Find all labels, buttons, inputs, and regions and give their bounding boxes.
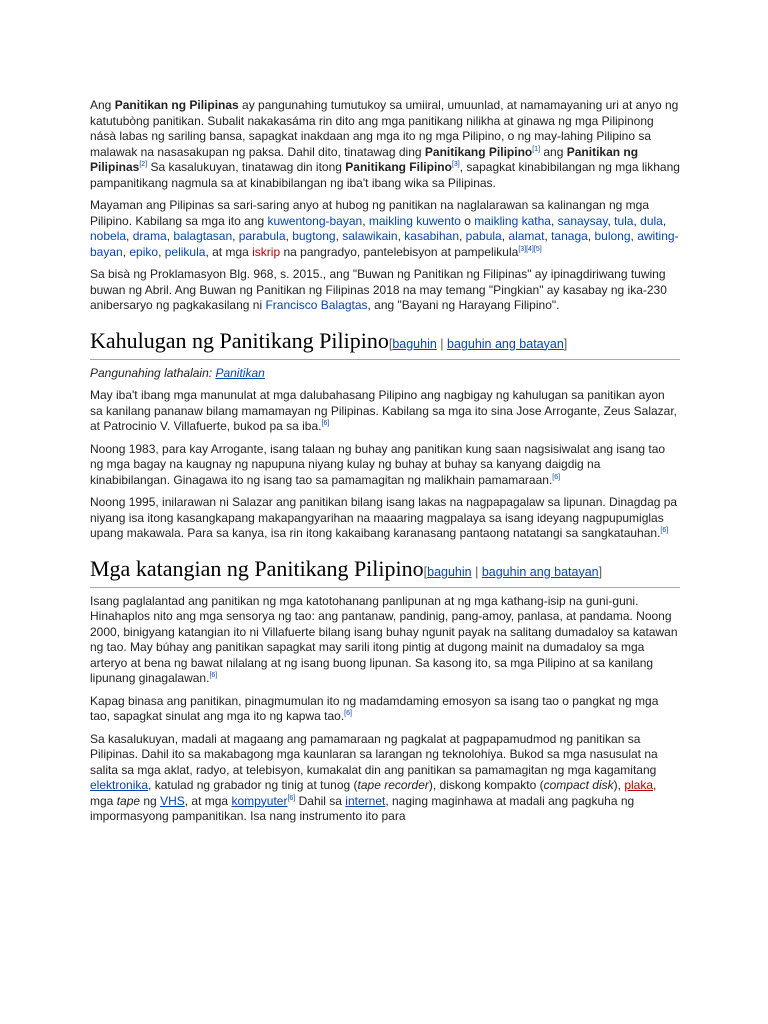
text: Isang paglalantad ang panitikan ng mga katotohanang panlipunan at ng mga kathang-isip na guni-guni. Hinahaplos nito ang mga sensorya ng tao: ang pantanaw, pandinig, pang-amoy, panlasa, at pandama. Noong 2000, binigyang katangian ito ni Villafuerte bilang isang buhay ngunit payak na salitang dumadaloy sa katawan ng tao. May búhay ang panitikan sapagkat may sarili itong pintig at dugong mainit na dumadaloy sa mga arteryo at bena ng bawat nilalang at ng isang buong lipunan. Sa kasong ito, sa mga Pilipino at sa kanilang lipunang ginagalawan. [90, 593, 678, 685]
link-elektronika[interactable]: elektronika [90, 778, 149, 792]
text: , naging maginhawa at madali ang pagkuha ng impormasyong pampanitikan. Isa nang instrumento ito para [90, 793, 635, 823]
section-title: Mga katangian ng Panitikang Pilipino [90, 555, 424, 581]
hatnote [90, 366, 680, 382]
italic-term: tape [116, 793, 141, 808]
link-tanaga[interactable]: tanaga [551, 229, 588, 243]
link-maikling-katha[interactable]: maikling katha [474, 213, 551, 228]
link-salawikain[interactable]: salawikain [342, 229, 398, 243]
text: ay pangunahing tumutukoy sa umiiral, umuunlad, at namamayaning uri at anyo ng katutubòng panitikan. Subalit nakakasáma rin dito ang mga panitikang nilikha at ginawa ng mga Pilipinong násà labas ng sariling bansa, sapagkat inakdaan ang mga ito ng mga Pilipino, o ng may-lahing Pilipino sa malawak na nasasakupan ng paksa. Dahil dito, tinatawag ding [90, 98, 679, 159]
reference-link[interactable]: [2] [139, 161, 148, 168]
link-maikling-kuwento[interactable]: maikling kuwento [368, 213, 461, 228]
bracket: [ [388, 336, 393, 351]
link-pabula[interactable]: pabula [465, 229, 502, 243]
italic-term: compact disk [543, 778, 614, 792]
intro-paragraph-1 [90, 98, 680, 191]
text: Dahil sa [295, 793, 346, 808]
hatnote-link[interactable]: Panitikan [215, 365, 265, 380]
bold-term: Panitikan ng Pilipinas [114, 98, 239, 112]
link-dula[interactable]: dula [640, 213, 663, 228]
text: Ang [90, 98, 115, 112]
link-alamat[interactable]: alamat [508, 229, 545, 243]
edit-section-links [389, 337, 567, 351]
link-vhs[interactable]: VHS [160, 793, 185, 808]
link-kompyuter[interactable]: kompyuter [231, 793, 288, 808]
bold-term: Panitikang Filipino [345, 160, 452, 174]
bracket: [ [423, 564, 428, 579]
section2-paragraph-3 [90, 732, 680, 825]
italic-term: tape recorder [357, 778, 429, 792]
text: Sa bisà ng Proklamasyon Blg. 968, s. 2015., ang "Buwan ng Panitikan ng Filipinas" ay ipinagdiriwang tuwing buwan ng Abril. Ang Buwan ng Panitikan ng Filipinas 2018 na may temang "Pingkian" ay kasabay ng ika-230 anibersaryo ng pagkakasilang ni [90, 267, 667, 312]
reference-link[interactable]: [6] [287, 794, 296, 802]
link-plaka[interactable]: plaka [624, 778, 653, 792]
text: , sapagkat kinabibilangan ng mga likhang pampanitikang nagmula sa at kinabibilangan ng iba't ibang wika sa Pilipinas. [90, 160, 680, 190]
edit-source-link[interactable]: baguhin ang batayan [447, 336, 564, 351]
hatnote-prefix: Pangunahing lathalain: [90, 365, 216, 380]
link-awiting-bayan[interactable]: awiting-bayan [90, 229, 679, 259]
bold-term: Panitikan ng Pilipinas [90, 144, 639, 174]
text: May iba't ibang mga manunulat at mga dalubahasang Pilipino ang nagbigay ng kahulugan sa panitikan ayon sa kanilang pananaw bilang mamamayan ng Pilipinas. Kabilang sa mga ito sina Jose Arrogante, Zeus Salazar, at Patrocinio V. Villafuerte, bukod pa sa iba. [90, 388, 678, 433]
bracket: ] [598, 564, 603, 579]
text: , [550, 213, 558, 228]
edit-link[interactable]: baguhin [392, 336, 437, 351]
section1-paragraph-1 [90, 388, 680, 435]
reference-link[interactable]: [6] [209, 672, 218, 679]
text: Noong 1995, inilarawan ni Salazar ang panitikan bilang isang lakas na nagpapagalaw sa lipunan. Dinagdag pa niyang isa itong kasangkapang makapangyarihan na maaaring magpalaya sa isang ideyang nagpupumiglas upang makawala. Para sa kanya, isa rin itong kakaibang karanasang pantaong natatangi sa sangkatauhan. [90, 495, 678, 540]
text: Kapag binasa ang panitikan, pinagmumulan ito ng madamdaming emosyon sa isang tao o pangkat ng mga tao, sapagkat sinulat ang mga ito ng kapwa tao. [90, 693, 659, 723]
reference-link[interactable]: [3][4][5] [518, 245, 542, 253]
text: , [459, 229, 466, 243]
text: ), [613, 778, 625, 792]
text: , [166, 229, 174, 243]
text: Sa kasalukuyan, tinatawag din itong [147, 160, 346, 174]
text: , [285, 229, 293, 243]
link-internet[interactable]: internet [345, 793, 386, 808]
separator: | [436, 336, 448, 351]
link-kasabihan[interactable]: kasabihan [404, 229, 459, 243]
article-body [90, 98, 680, 832]
reference-link[interactable]: [3] [451, 161, 460, 168]
edit-link[interactable]: baguhin [427, 564, 472, 579]
text: , [126, 229, 133, 243]
text: , [544, 229, 552, 243]
text: Sa kasalukuyan, madali at magaang ang pamamaraan ng pagkalat at pagpapamudmod ng panitikan sa Pilipinas. Dahil ito sa makabagong mga kaunlaran sa larangan ng teknolohiya. Bukod sa mga nasusulat na salita sa mga aklat, radyo, at telebisyon, kumakalat din ang panitikan sa pamamagitan ng mga kagamitang [90, 731, 658, 777]
reference-link[interactable]: [6] [344, 710, 352, 717]
link-balagtasan[interactable]: balagtasan [173, 229, 233, 243]
bracket: ] [563, 336, 568, 351]
edit-source-link[interactable]: baguhin ang batayan [481, 564, 599, 579]
text: , [158, 244, 165, 259]
text: ), diskong kompakto ( [428, 778, 544, 792]
text: , [633, 213, 641, 228]
link-bulong[interactable]: bulong [594, 229, 631, 243]
section2-paragraph-1 [90, 594, 680, 687]
text: , [122, 244, 130, 259]
section-title: Kahulugan ng Panitikang Pilipino [90, 327, 389, 353]
section-heading-katangian [90, 556, 680, 588]
intro-paragraph-3 [90, 267, 680, 314]
text: , [335, 229, 343, 243]
reference-link[interactable]: [6] [552, 473, 561, 481]
link-bugtong[interactable]: bugtong [292, 229, 336, 243]
link-parabula[interactable]: parabula [238, 229, 286, 243]
edit-section-links [424, 565, 602, 579]
reference-link[interactable]: [6] [321, 420, 330, 427]
text: , at mga [205, 244, 253, 259]
section1-paragraph-2 [90, 442, 680, 489]
text: , [501, 229, 509, 243]
separator: | [471, 564, 482, 579]
link-pelikula[interactable]: pelikula [164, 244, 206, 259]
text: , [630, 229, 638, 243]
link-drama[interactable]: drama [132, 229, 167, 243]
text: , [662, 213, 667, 228]
text: ng [140, 793, 161, 808]
text: Mayaman ang Pilipinas sa sari-saring anyo at hubog ng panitikan na naglalarawan sa kalinangan ng mga Pilipino. Kabilang sa mga ito ang [90, 198, 650, 228]
text: ang [540, 144, 567, 159]
text: , [607, 213, 615, 228]
text: , [397, 229, 405, 243]
link-tula[interactable]: tula [614, 213, 634, 228]
section-heading-kahulugan [90, 328, 680, 360]
reference-link[interactable]: [1] [532, 145, 541, 153]
text: , katulad ng grabador ng tinig at tunog ( [148, 778, 358, 792]
bold-term: Panitikang Pilipino [424, 144, 533, 159]
link-iskrip[interactable]: iskrip [252, 244, 281, 259]
text: Noong 1983, para kay Arrogante, isang talaan ng buhay ang panitikan kung saan nagsisiwalat ang isang tao ng mga bagay na kaugnay ng napupuna niyang kulay ng buhay at buhay sa kanyang daigdig na kinabibilangan. Ginagawa ito ng isang tao sa pamamagitan ng malikhain pamamaraan. [90, 441, 666, 487]
section1-paragraph-3 [90, 495, 680, 542]
text: , [232, 229, 239, 243]
link-sanaysay[interactable]: sanaysay [557, 213, 608, 228]
text: o [460, 213, 475, 228]
link-francisco-balagtas[interactable]: Francisco Balagtas [265, 298, 368, 312]
text: , mga [90, 778, 657, 808]
section2-paragraph-2 [90, 694, 680, 725]
reference-link[interactable]: [6] [660, 527, 669, 534]
text: , ang "Bayani ng Harayang Filipino". [367, 298, 560, 312]
text: na pangradyo, pantelebisyon at pampelikula [280, 244, 519, 259]
link-nobela[interactable]: nobela [90, 229, 127, 243]
text: , [362, 213, 369, 228]
text: , at mga [184, 793, 232, 808]
intro-paragraph-2 [90, 198, 680, 260]
link-epiko[interactable]: epiko [129, 244, 159, 259]
link-kuwentong-bayan[interactable]: kuwentong-bayan [267, 213, 363, 228]
text: , [587, 229, 595, 243]
